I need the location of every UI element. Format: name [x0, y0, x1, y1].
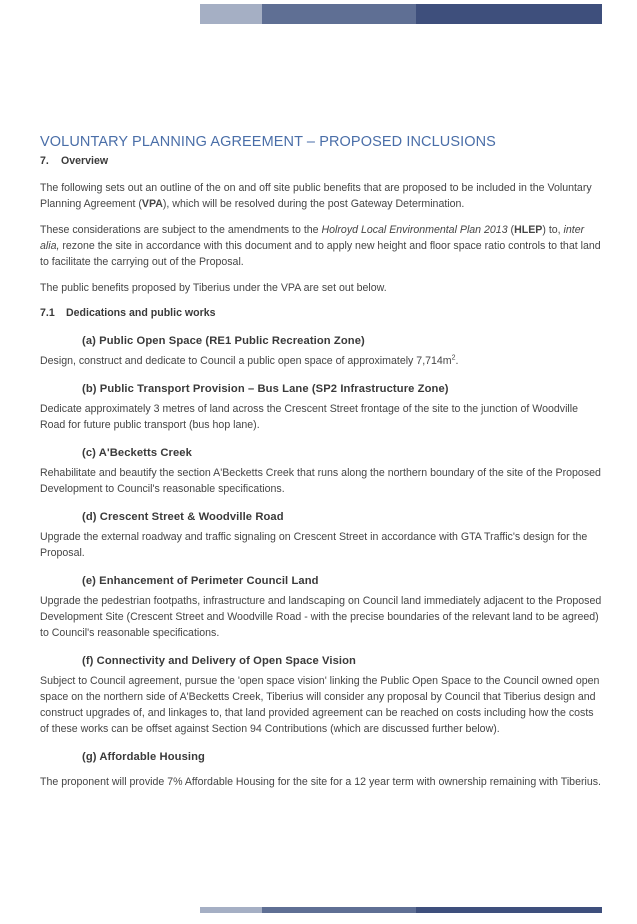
intro-paragraph-1: The following sets out an outline of the on and off site public benefits that are proposed to be included in the Voluntary Planning Agreement (VPA), which will be resolved during the post Gateway Determination. [40, 182, 592, 210]
benefit-heading: (d) Crescent Street & Woodville Road [82, 511, 284, 523]
benefit-heading: (e) Enhancement of Perimeter Council Land [82, 575, 319, 587]
benefit-text: Subject to Council agreement, pursue the 'open space vision' linking the Public Open Space to the Council owned open space on the northern side of A'Becketts Creek, Tiberius will consider any proposal by Council that Tiberius design and construct upgrades of, and linkages to, that land provided agreement can be reached on costs including how the costs of these works can be offset against Section 94 Contributions (which are discussed further below). [40, 675, 600, 735]
section-number: 7. [40, 155, 49, 167]
benefit-item-connectivity [40, 652, 602, 737]
footer-band-segment-light [200, 907, 262, 913]
header-band-segment-mid [262, 4, 416, 24]
footer-band-segment-dark [416, 907, 602, 913]
benefit-heading: (c) A'Becketts Creek [82, 447, 192, 459]
benefit-heading: (a) Public Open Space (RE1 Public Recreation Zone) [82, 335, 365, 347]
subsection-heading [40, 306, 602, 321]
header-band-segment-light [200, 4, 262, 24]
footer-color-band [200, 907, 602, 913]
benefit-heading: (g) Affordable Housing [82, 751, 205, 763]
benefit-heading: (f) Connectivity and Delivery of Open Space Vision [82, 655, 356, 667]
benefit-text: Design, construct and dedicate to Council a public open space of approximately $7,714m^2$. [40, 354, 459, 367]
footer-band-segment-mid [262, 907, 416, 913]
section-heading [40, 154, 602, 169]
page-title: VOLUNTARY PLANNING AGREEMENT – PROPOSED INCLUSIONS [40, 134, 496, 150]
intro-paragraph-2: These considerations are subject to the amendments to the Holroyd Local Environmental Plan 2013 (HLEP) to, inter alia, rezone the site in accordance with this document and to apply new height and floor space ratio controls to that land to facilitate the carrying out of the Proposal. [40, 224, 601, 268]
subsection-title: Dedications and public works [66, 307, 216, 319]
benefit-item-roadway [40, 508, 602, 561]
benefit-item-affordable-housing [40, 748, 602, 790]
subsection-number: 7.1 [40, 307, 55, 319]
benefit-item-open-space [40, 332, 602, 369]
benefit-text: The proponent will provide 7% Affordable Housing for the site for a 12 year term with ownership remaining with Tiberius. [40, 776, 601, 788]
benefit-item-perimeter-land [40, 572, 602, 641]
benefit-item-bus-lane [40, 380, 602, 433]
benefit-text: Upgrade the pedestrian footpaths, infrastructure and landscaping on Council land immediately adjacent to the Proposed Development Site (Crescent Street and Woodville Road - with the precise boundaries of the relevant land to be agreed) to Council's reasonable specifications. [40, 595, 602, 639]
header-color-band [200, 4, 602, 24]
benefit-heading: (b) Public Transport Provision – Bus Lane (SP2 Infrastructure Zone) [82, 383, 449, 395]
benefit-text: Dedicate approximately 3 metres of land across the Crescent Street frontage of the site to the junction of Woodville Road for future public transport (bus hop lane). [40, 403, 579, 431]
benefit-item-creek [40, 444, 602, 497]
benefit-text: Rehabilitate and beautify the section A'Becketts Creek that runs along the northern boundary of the site of the Proposed Development to Council's reasonable specifications. [40, 467, 601, 495]
header-band-segment-dark [416, 4, 602, 24]
benefit-text: Upgrade the external roadway and traffic signaling on Crescent Street in accordance with GTA Traffic's design for the Proposal. [40, 531, 588, 559]
section-title: Overview [61, 155, 109, 167]
intro-paragraph-3: The public benefits proposed by Tiberius under the VPA are set out below. [40, 282, 387, 294]
document-body [40, 133, 602, 790]
